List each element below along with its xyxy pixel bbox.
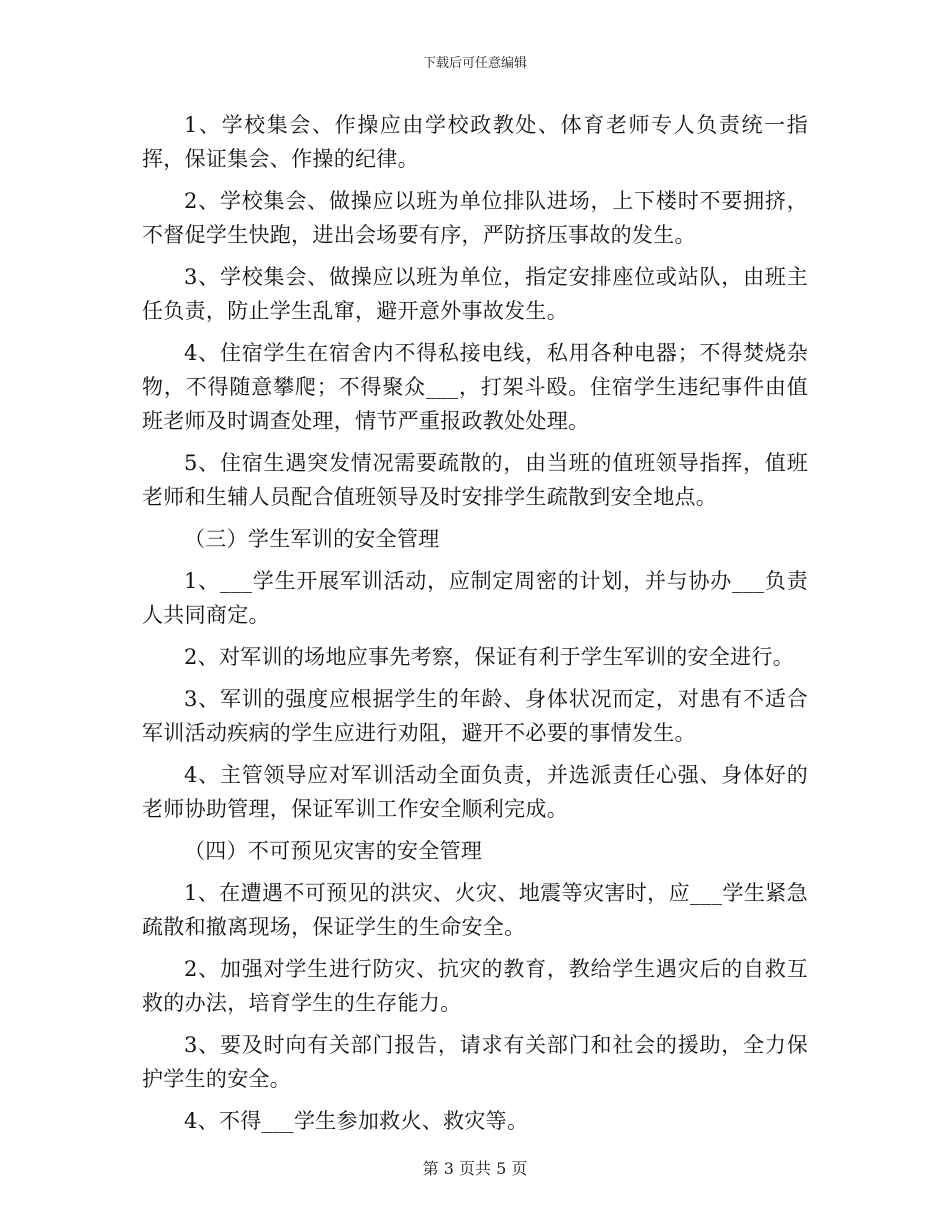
paragraph: 2、对军训的场地应事先考察，保证有利于学生军训的安全进行。 xyxy=(184,645,795,669)
section-heading: （四）不可预见灾害的安全管理 xyxy=(184,839,483,863)
paragraph: 2、加强对学生进行防灾、抗灾的教育，教给学生遇灾后的自救互救的办法，培育学生的生存能力。 xyxy=(142,957,808,1015)
paragraph: 1、在遭遇不可预见的洪灾、火灾、地震等灾害时，应___学生紧急疏散和撤离现场，保证学生的生命安全。 xyxy=(142,881,808,939)
paragraph: 3、军训的强度应根据学生的年龄、身体状况而定，对患有不适合军训活动疾病的学生应进行劝阻，避开不必要的事情发生。 xyxy=(142,687,808,745)
paragraph: 2、学校集会、做操应以班为单位排队进场，上下楼时不要拥挤，不督促学生快跑，进出会场要有序，严防挤压事故的发生。 xyxy=(142,189,808,247)
page-header: 下载后可任意编辑 xyxy=(422,56,527,71)
paragraph: 1、学校集会、作操应由学校政教处、体育老师专人负责统一指挥，保证集会、作操的纪律。 xyxy=(142,113,808,171)
paragraph: 5、住宿生遇突发情况需要疏散的，由当班的值班领导指挥，值班老师和生辅人员配合值班领导及时安排学生疏散到安全地点。 xyxy=(142,451,808,509)
paragraph: 3、要及时向有关部门报告，请求有关部门和社会的援助，全力保护学生的安全。 xyxy=(142,1033,808,1091)
page-footer: 第 3 页共 5 页 xyxy=(422,1159,528,1178)
paragraph: 3、学校集会、做操应以班为单位，指定安排座位或站队，由班主任负责，防止学生乱窜，避开意外事故发生。 xyxy=(142,265,808,323)
paragraph: 1、___学生开展军训活动，应制定周密的计划，并与协办___负责人共同商定。 xyxy=(142,569,808,627)
section-heading: （三）学生军训的安全管理 xyxy=(184,527,440,551)
paragraph: 4、住宿学生在宿舍内不得私接电线，私用各种电器；不得焚烧杂物，不得随意攀爬；不得聚众___，打架斗殴。住宿学生违纪事件由值班老师及时调查处理，情节严重报政教处处理。 xyxy=(142,341,808,433)
paragraph: 4、不得___学生参加救火、救灾等。 xyxy=(184,1109,529,1133)
paragraph: 4、主管领导应对军训活动全面负责，并选派责任心强、身体好的老师协助管理，保证军训工作安全顺利完成。 xyxy=(142,763,808,821)
document-body xyxy=(142,108,808,1146)
